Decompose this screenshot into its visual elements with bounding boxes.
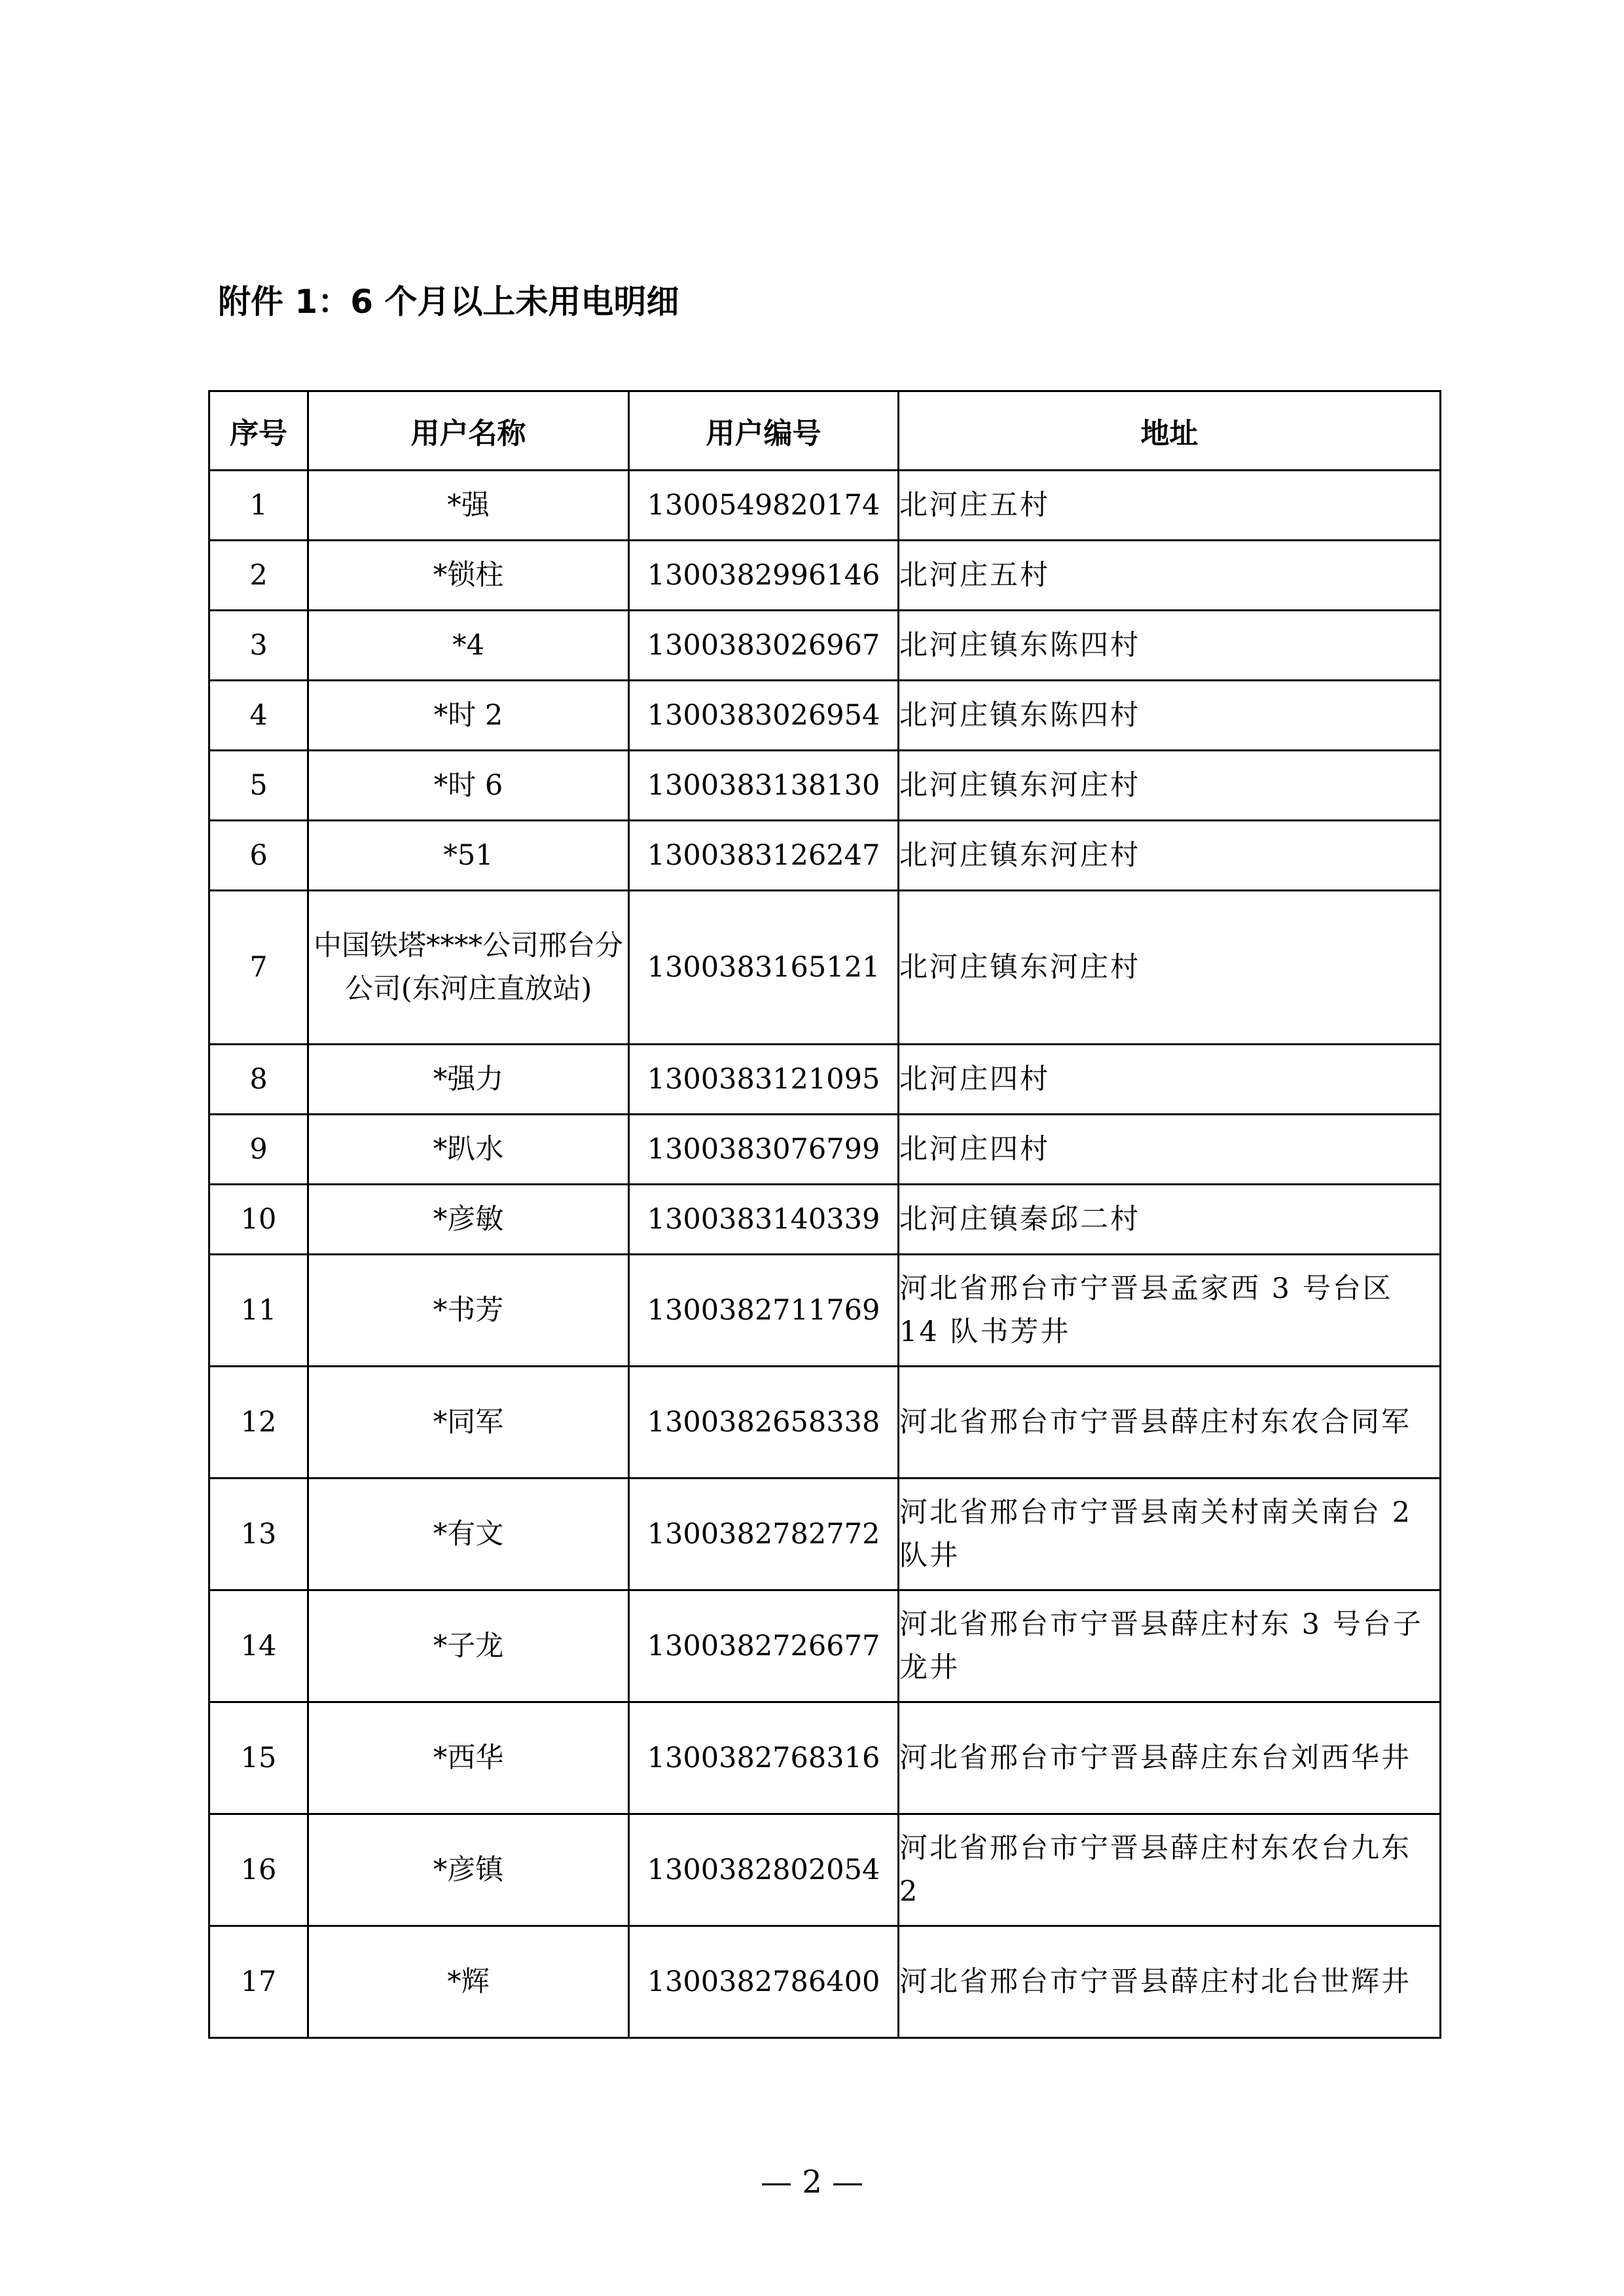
header-user-id: 用户编号 xyxy=(629,391,899,471)
cell-address: 河北省邢台市宁晋县薛庄村东农合同军 xyxy=(899,1367,1441,1479)
cell-user-name: *彦敏 xyxy=(308,1185,629,1255)
cell-index: 8 xyxy=(209,1045,308,1115)
cell-user-name: *强 xyxy=(308,471,629,541)
cell-user-name: *51 xyxy=(308,821,629,891)
cell-user-id: 1300382786400 xyxy=(629,1926,899,2038)
header-index: 序号 xyxy=(209,391,308,471)
cell-user-id: 1300382782772 xyxy=(629,1479,899,1590)
cell-address: 河北省邢台市宁晋县孟家西 3 号台区 14 队书芳井 xyxy=(899,1255,1441,1367)
cell-address: 北河庄镇秦邱二村 xyxy=(899,1185,1441,1255)
table-row xyxy=(209,1185,1441,1255)
cell-index: 13 xyxy=(209,1479,308,1590)
cell-index: 6 xyxy=(209,821,308,891)
header-user-name: 用户名称 xyxy=(308,391,629,471)
cell-user-name: *西华 xyxy=(308,1702,629,1814)
cell-address: 北河庄镇东陈四村 xyxy=(899,611,1441,681)
cell-address: 河北省邢台市宁晋县薛庄村北台世辉井 xyxy=(899,1926,1441,2038)
cell-index: 2 xyxy=(209,541,308,611)
cell-index: 15 xyxy=(209,1702,308,1814)
table-row xyxy=(209,1702,1441,1814)
cell-user-name: 中国铁塔****公司邢台分公司(东河庄直放站) xyxy=(308,891,629,1045)
cell-address: 北河庄五村 xyxy=(899,541,1441,611)
table-row xyxy=(209,1590,1441,1702)
cell-user-id: 1300383126247 xyxy=(629,821,899,891)
cell-address: 北河庄五村 xyxy=(899,471,1441,541)
cell-user-id: 1300382711769 xyxy=(629,1255,899,1367)
cell-index: 14 xyxy=(209,1590,308,1702)
cell-address: 北河庄四村 xyxy=(899,1045,1441,1115)
cell-user-id: 1300382726677 xyxy=(629,1590,899,1702)
header-address: 地址 xyxy=(899,391,1441,471)
cell-user-name: *彦镇 xyxy=(308,1814,629,1926)
cell-user-id: 1300383076799 xyxy=(629,1115,899,1185)
cell-user-name: *书芳 xyxy=(308,1255,629,1367)
cell-address: 河北省邢台市宁晋县薛庄东台刘西华井 xyxy=(899,1702,1441,1814)
unused-electricity-table xyxy=(208,390,1441,2039)
table-row xyxy=(209,1255,1441,1367)
cell-address: 北河庄镇东河庄村 xyxy=(899,891,1441,1045)
cell-index: 3 xyxy=(209,611,308,681)
table-row xyxy=(209,611,1441,681)
table-row xyxy=(209,471,1441,541)
table-row xyxy=(209,821,1441,891)
cell-user-id: 1300382658338 xyxy=(629,1367,899,1479)
cell-user-name: *同军 xyxy=(308,1367,629,1479)
cell-user-id: 1300549820174 xyxy=(629,471,899,541)
table-row xyxy=(209,681,1441,751)
cell-user-id: 1300383121095 xyxy=(629,1045,899,1115)
cell-index: 12 xyxy=(209,1367,308,1479)
document-title: 附件 1：6 个月以上未用电明细 xyxy=(218,283,679,321)
cell-address: 北河庄镇东陈四村 xyxy=(899,681,1441,751)
cell-user-id: 1300383026954 xyxy=(629,681,899,751)
cell-user-name: *4 xyxy=(308,611,629,681)
table-row xyxy=(209,1926,1441,2038)
cell-address: 北河庄镇东河庄村 xyxy=(899,751,1441,821)
cell-address: 河北省邢台市宁晋县薛庄村东 3 号台子龙井 xyxy=(899,1590,1441,1702)
table-row xyxy=(209,1479,1441,1590)
cell-address: 北河庄镇东河庄村 xyxy=(899,821,1441,891)
cell-user-name: *锁柱 xyxy=(308,541,629,611)
table-row xyxy=(209,891,1441,1045)
cell-user-id: 1300382996146 xyxy=(629,541,899,611)
table-row xyxy=(209,1367,1441,1479)
table-row xyxy=(209,1045,1441,1115)
cell-user-id: 1300383165121 xyxy=(629,891,899,1045)
cell-index: 1 xyxy=(209,471,308,541)
table-row xyxy=(209,1814,1441,1926)
cell-index: 10 xyxy=(209,1185,308,1255)
cell-user-name: *强力 xyxy=(308,1045,629,1115)
cell-user-id: 1300382768316 xyxy=(629,1702,899,1814)
page-number: — 2 — xyxy=(760,2164,864,2200)
cell-user-name: *有文 xyxy=(308,1479,629,1590)
cell-user-name: *辉 xyxy=(308,1926,629,2038)
cell-index: 16 xyxy=(209,1814,308,1926)
cell-user-name: *子龙 xyxy=(308,1590,629,1702)
cell-index: 4 xyxy=(209,681,308,751)
cell-address: 河北省邢台市宁晋县南关村南关南台 2 队井 xyxy=(899,1479,1441,1590)
table-header-row xyxy=(209,391,1441,471)
cell-user-id: 1300383138130 xyxy=(629,751,899,821)
cell-index: 5 xyxy=(209,751,308,821)
cell-index: 11 xyxy=(209,1255,308,1367)
table-row xyxy=(209,541,1441,611)
cell-index: 17 xyxy=(209,1926,308,2038)
cell-user-name: *时 6 xyxy=(308,751,629,821)
cell-user-id: 1300383026967 xyxy=(629,611,899,681)
cell-user-name: *时 2 xyxy=(308,681,629,751)
table-row xyxy=(209,1115,1441,1185)
cell-index: 9 xyxy=(209,1115,308,1185)
cell-address: 北河庄四村 xyxy=(899,1115,1441,1185)
cell-user-id: 1300382802054 xyxy=(629,1814,899,1926)
cell-user-id: 1300383140339 xyxy=(629,1185,899,1255)
cell-user-name: *趴水 xyxy=(308,1115,629,1185)
cell-index: 7 xyxy=(209,891,308,1045)
table-row xyxy=(209,751,1441,821)
cell-address: 河北省邢台市宁晋县薛庄村东农台九东 2 xyxy=(899,1814,1441,1926)
